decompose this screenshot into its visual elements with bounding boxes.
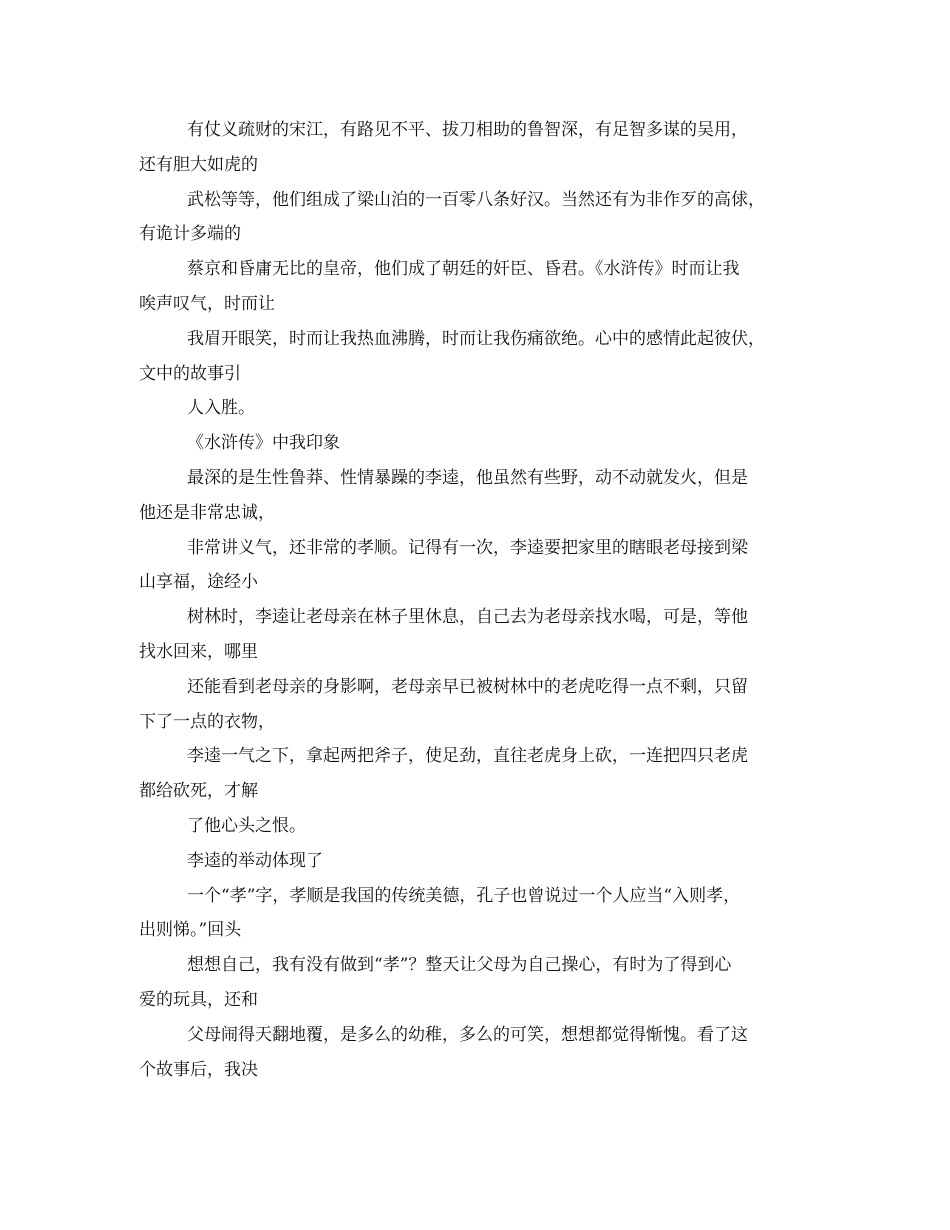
text-line: 最深的是生性鲁莽、性情暴躁的李逵，他虽然有些野，动不动就发火，但是 [187,467,748,488]
text-line: 蔡京和昏庸无比的皇帝，他们成了朝廷的奸臣、昏君。《水浒传》时而让我 [187,259,740,280]
text-line: 出则悌。”回头 [139,920,242,941]
text-line: 李逵一气之下，拿起两把斧子，使足劲，直往老虎身上砍，一连把四只老虎 [187,746,748,767]
text-line: 树林时，李逵让老母亲在林子里休息，自己去为老母亲找水喝，可是，等他 [187,607,748,628]
text-line: 了他心头之恨。 [187,815,306,836]
text-line: 一个“孝”字，孝顺是我国的传统美德，孔子也曾说过一个人应当“入则孝， [187,885,741,906]
text-line: 唉声叹气，时而让 [139,293,275,314]
text-line: 还能看到老母亲的身影啊，老母亲早已被树林中的老虎吃得一点不剩，只留 [187,676,748,697]
text-line: 都给砍死，才解 [139,781,258,802]
text-line: 非常讲义气，还非常的孝顺。记得有一次，李逵要把家里的瞎眼老母接到梁 [187,537,748,558]
text-line: 李逵的举动体现了 [187,850,323,871]
text-line: 人入胜。 [187,398,255,419]
text-line: 个故事后，我决 [139,1059,258,1080]
text-line: 他还是非常忠诚， [139,502,275,523]
text-line: 爱的玩具，还和 [139,989,258,1010]
text-line: 有仗义疏财的宋江，有路见不平、拔刀相助的鲁智深，有足智多谋的吴用， [187,120,748,140]
text-line: 还有胆大如虎的 [139,154,258,175]
text-line: 下了一点的衣物， [139,711,275,732]
text-line: 武松等等，他们组成了梁山泊的一百零八条好汉。当然还有为非作歹的高俅， [187,189,765,210]
text-line: 有诡计多端的 [139,224,241,245]
text-line: 我眉开眼笑，时而让我热血沸腾，时而让我伤痛欲绝。心中的感情此起彼伏， [187,328,765,349]
text-line: 文中的故事引 [139,363,241,384]
text-line: 《水浒传》中我印象 [187,433,340,454]
body-text [139,113,839,1087]
text-line: 想想自己，我有没有做到“孝”？整天让父母为自己操心，有时为了得到心 [187,955,732,976]
text-line: 找水回来，哪里 [139,641,258,662]
text-line: 父母闹得天翻地覆，是多么的幼稚，多么的可笑，想想都觉得惭愧。看了这 [187,1024,748,1045]
text-line: 山享福，途经小 [139,572,258,593]
